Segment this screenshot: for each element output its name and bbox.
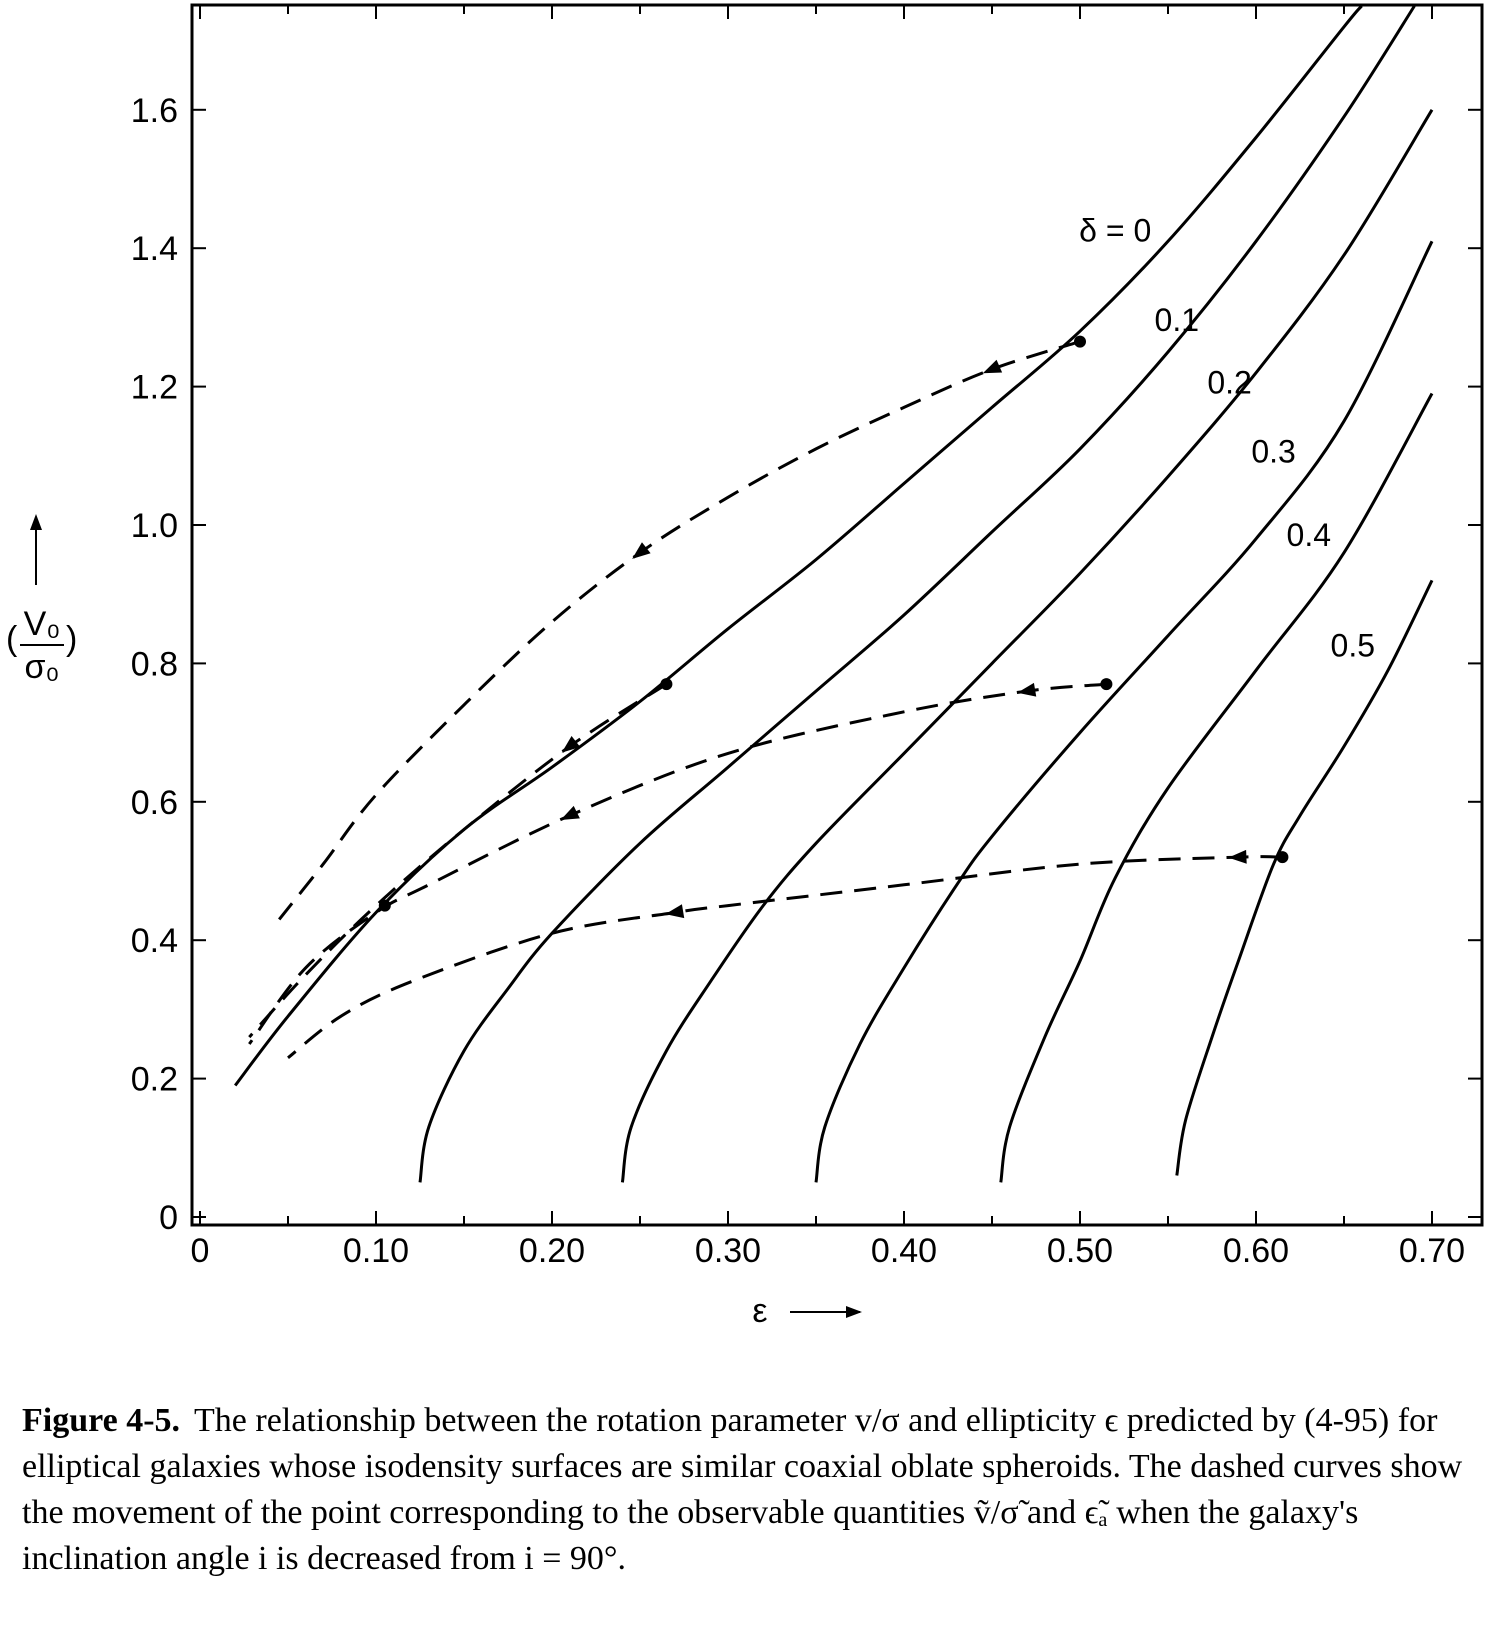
caption-label: Figure 4-5. bbox=[22, 1402, 181, 1439]
solid-curves bbox=[235, 6, 1432, 1182]
x-tick-labels bbox=[191, 1232, 1466, 1270]
curve-label: 0.5 bbox=[1330, 627, 1376, 664]
arrowhead-mark bbox=[558, 806, 580, 827]
y-tick-labels bbox=[131, 92, 178, 1237]
x-axis-label: ε bbox=[752, 1292, 768, 1330]
y-axis-paren-left: ( bbox=[6, 620, 18, 658]
arrowhead-mark bbox=[980, 360, 1002, 380]
point-marker bbox=[660, 678, 672, 690]
curve-label: 0.2 bbox=[1207, 364, 1252, 401]
x-tick-label: 0.60 bbox=[1222, 1232, 1290, 1270]
dashed-curves bbox=[249, 342, 1282, 1058]
ticks bbox=[192, 5, 1482, 1225]
solid-curve bbox=[1001, 394, 1432, 1183]
y-axis-paren-right: ) bbox=[66, 620, 78, 658]
x-tick-label: 0.10 bbox=[342, 1232, 410, 1270]
y-tick-label: 0.6 bbox=[130, 783, 178, 822]
solid-curve bbox=[420, 6, 1414, 1182]
solid-curve bbox=[622, 110, 1432, 1183]
curve-label: 0.3 bbox=[1251, 433, 1296, 470]
y-tick-label: 1.4 bbox=[130, 230, 178, 269]
dashed-curve bbox=[288, 857, 1282, 1058]
solid-curve bbox=[1177, 580, 1432, 1175]
arrowhead-mark bbox=[628, 542, 651, 564]
y-tick-label: 0.2 bbox=[130, 1060, 178, 1099]
x-axis-label-group bbox=[752, 1292, 862, 1330]
curve-label: 0.1 bbox=[1154, 302, 1200, 339]
x-tick-label: 0.50 bbox=[1046, 1232, 1114, 1270]
y-tick-label: 0 bbox=[159, 1199, 178, 1237]
point-marker bbox=[1074, 336, 1086, 348]
y-axis-label-bottom: σ₀ bbox=[24, 648, 60, 686]
x-tick-label: 0.30 bbox=[694, 1232, 762, 1270]
plot-frame bbox=[192, 5, 1482, 1225]
curve-label: δ = 0 bbox=[1079, 212, 1152, 249]
solid-curve bbox=[816, 241, 1432, 1182]
y-tick-label: 0.4 bbox=[130, 922, 178, 961]
y-axis-label-group bbox=[6, 514, 77, 686]
dashed-curve bbox=[249, 684, 666, 1037]
dashed-curve bbox=[249, 684, 1106, 1044]
arrow-marks bbox=[557, 360, 1246, 921]
caption-text: The relationship between the rotation parameter v/σ and ellipticity ϵ predicted by (4-95) for elliptical galaxies whose isodensity surfaces are similar coaxial oblate spheroids. The dashed curves show the movement of the point corresponding to the observable quantities ṽ/σ̃ and ϵ̃ₐ when the galaxy's inclination angle i is decreased from i = 90°. bbox=[22, 1402, 1463, 1577]
y-tick-label: 1.2 bbox=[130, 368, 178, 407]
y-axis-arrowhead bbox=[30, 514, 42, 530]
x-axis-arrowhead bbox=[846, 1306, 862, 1318]
y-tick-label: 0.8 bbox=[130, 645, 178, 684]
point-marker bbox=[1276, 851, 1288, 863]
x-tick-label: 0.40 bbox=[870, 1232, 938, 1270]
point-marker bbox=[379, 900, 391, 912]
figure-caption bbox=[22, 1398, 1482, 1582]
y-tick-label: 1.6 bbox=[130, 91, 178, 130]
y-axis-label-top: V₀ bbox=[23, 605, 61, 643]
x-tick-label: 0.70 bbox=[1398, 1232, 1466, 1270]
x-tick-label: 0.20 bbox=[518, 1232, 586, 1270]
dashed-curve bbox=[279, 342, 1080, 920]
solid-curve bbox=[235, 6, 1361, 1086]
point-marker bbox=[1100, 678, 1112, 690]
curve-label: 0.4 bbox=[1286, 516, 1332, 553]
y-tick-label: 1.0 bbox=[130, 507, 178, 545]
arrowhead-mark bbox=[1228, 850, 1247, 865]
x-tick-label: 0 bbox=[190, 1232, 210, 1270]
